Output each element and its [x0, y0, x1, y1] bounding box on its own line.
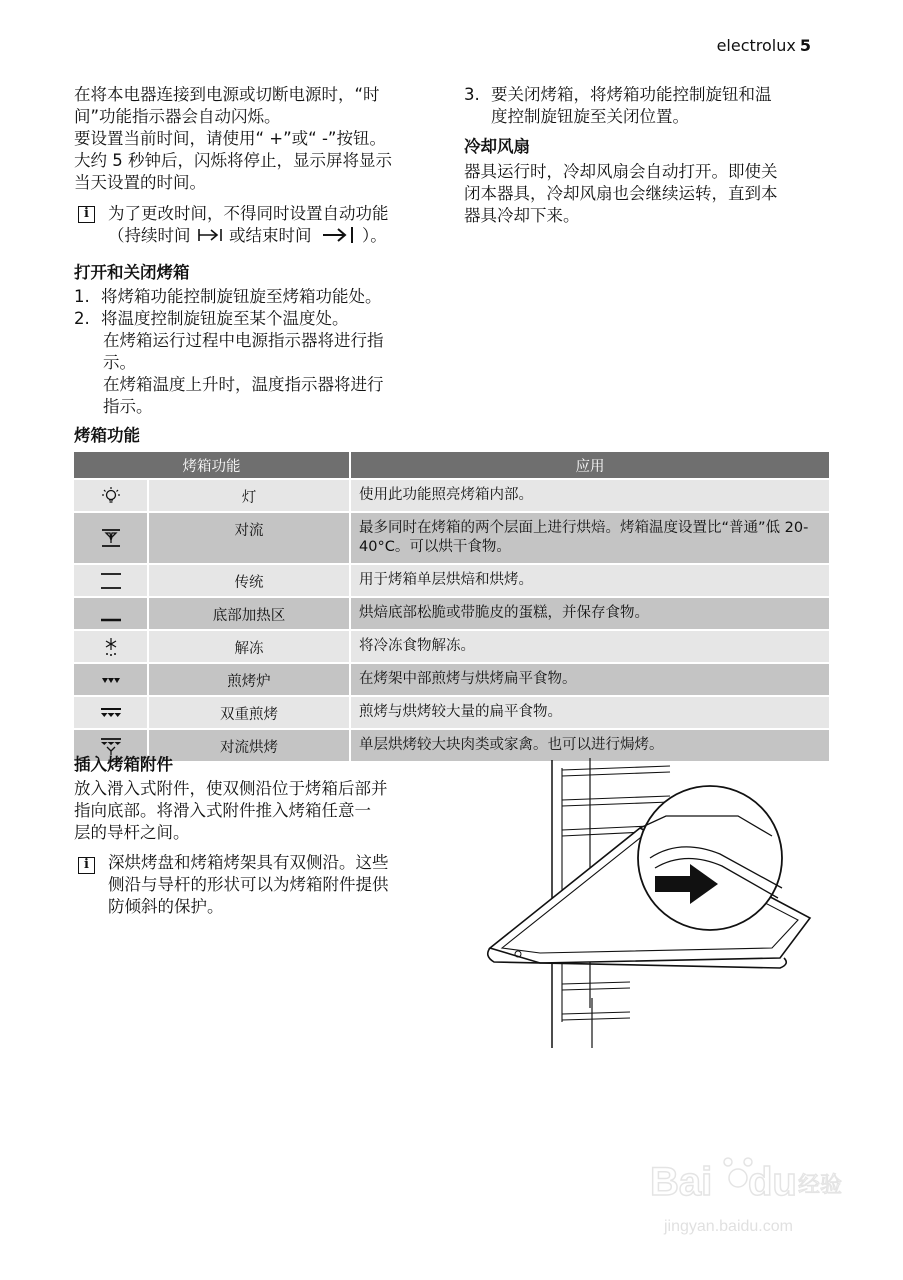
- function-name: 对流: [148, 512, 350, 564]
- defrost-icon: [97, 636, 125, 658]
- list-item: 2. 将温度控制旋钮旋至某个温度处。: [74, 309, 349, 328]
- text-line: 大约 5 秒钟后，闪烁将停止，显示屏将显示: [74, 151, 392, 170]
- svg-text:经验: 经验: [798, 1173, 843, 1198]
- page-header: [717, 36, 811, 55]
- accessory-text: 放入滑入式附件，使双侧沿位于烤箱后部并 指向底部。将滑入式附件推入烤箱任意一 层的导杆之间。: [74, 779, 388, 842]
- list-item: 1. 将烤箱功能控制旋钮旋至烤箱功能处。: [74, 287, 382, 306]
- function-use: 将冷冻食物解冻。: [350, 630, 829, 663]
- text-line: 要设置当前时间，请使用“ +”或“ -”按钮。: [74, 129, 386, 148]
- note-side-rails: 深烘烤盘和烤箱烤架具有双侧沿。这些 侧沿与导杆的形状可以为烤箱附件提供 防倾斜的保护。: [108, 853, 389, 916]
- list-subtext: 度控制旋钮旋至关闭位置。: [491, 107, 689, 126]
- info-icon: i: [78, 206, 95, 223]
- fan-text: 器具运行时，冷却风扇会自动打开。即使关 闭本器具，冷却风扇也会继续运转，直到本 器具冷却下来。: [464, 162, 778, 225]
- table-row: [74, 512, 829, 564]
- svg-text:Bai: Bai: [650, 1160, 713, 1204]
- table-row: [74, 663, 829, 696]
- baidu-watermark: [650, 1150, 880, 1250]
- off-step: [464, 84, 834, 128]
- info-icon: i: [78, 857, 95, 874]
- table-row: [74, 696, 829, 729]
- bottom-heat-icon: [97, 603, 125, 625]
- list-subtext: 在烤箱运行过程中电源指示器将进行指 示。 在烤箱温度上升时，温度指示器将进行 指示。: [103, 331, 384, 416]
- function-use: 煎烤与烘烤较大量的扁平食物。: [350, 696, 829, 729]
- oven-functions-table: [74, 452, 829, 761]
- duration-icon: [196, 227, 224, 243]
- function-use: 烘焙底部松脆或带脆皮的蛋糕，并保存食物。: [350, 597, 829, 630]
- section-title-onoff: 打开和关闭烤箱: [74, 263, 190, 282]
- table-row: [74, 564, 829, 597]
- table-row: [74, 630, 829, 663]
- function-name: 对流烘烤: [148, 729, 350, 761]
- section-title-accessories: 插入烤箱附件: [74, 755, 173, 774]
- end-time-icon: [317, 226, 357, 244]
- list-item: 3. 要关闭烤箱，将烤箱功能控制旋钮和温: [464, 85, 772, 104]
- fan-convection-icon: [97, 527, 125, 549]
- function-name: 传统: [148, 564, 350, 597]
- function-use: 最多同时在烤箱的两个层面上进行烘焙。烤箱温度设置比“普通”低 20-40°C。可以烘干食物。: [350, 512, 829, 564]
- function-use: 单层烘烤较大块肉类或家禽。也可以进行焗烤。: [350, 729, 829, 761]
- function-name: 底部加热区: [148, 597, 350, 630]
- function-name: 解冻: [148, 630, 350, 663]
- text-line: 在将本电器连接到电源或切断电源时，“时: [74, 85, 380, 104]
- function-use: 在烤架中部煎烤与烘烤扁平食物。: [350, 663, 829, 696]
- onoff-steps: [74, 286, 454, 418]
- table-header-row: [74, 452, 829, 479]
- function-use: 使用此功能照亮烤箱内部。: [350, 479, 829, 512]
- baidu-logo-icon: [650, 1150, 850, 1210]
- svg-text:du: du: [748, 1160, 797, 1204]
- column-header: 应用: [350, 452, 829, 479]
- function-name: 灯: [148, 479, 350, 512]
- table-row: [74, 479, 829, 512]
- function-name: 煎烤炉: [148, 663, 350, 696]
- table-row: [74, 729, 829, 761]
- table-row: [74, 597, 829, 630]
- time-intro-text: [74, 84, 454, 194]
- section-title-fan: 冷却风扇: [464, 137, 530, 156]
- text-line: 间”功能指示器会自动闪烁。: [74, 107, 281, 126]
- grill-icon: [97, 669, 125, 691]
- note-line: （持续时间 或结束时间 ）。: [108, 226, 387, 245]
- column-header: 烤箱功能: [74, 452, 350, 479]
- watermark-url: jingyan.baidu.com: [664, 1218, 793, 1235]
- text-line: 当天设置的时间。: [74, 173, 206, 192]
- function-use: 用于烤箱单层烘焙和烘烤。: [350, 564, 829, 597]
- note-line: 为了更改时间，不得同时设置自动功能: [108, 204, 389, 223]
- lamp-icon: [97, 485, 125, 507]
- note-time-change: [108, 203, 448, 247]
- insert-tray-illustration: [480, 758, 840, 1048]
- brand-name: electrolux: [716, 36, 796, 55]
- page-number: 5: [799, 36, 811, 55]
- function-name: 双重煎烤: [148, 696, 350, 729]
- top-bottom-heat-icon: [97, 570, 125, 592]
- double-grill-icon: [97, 702, 125, 724]
- section-title-functions: 烤箱功能: [74, 426, 140, 445]
